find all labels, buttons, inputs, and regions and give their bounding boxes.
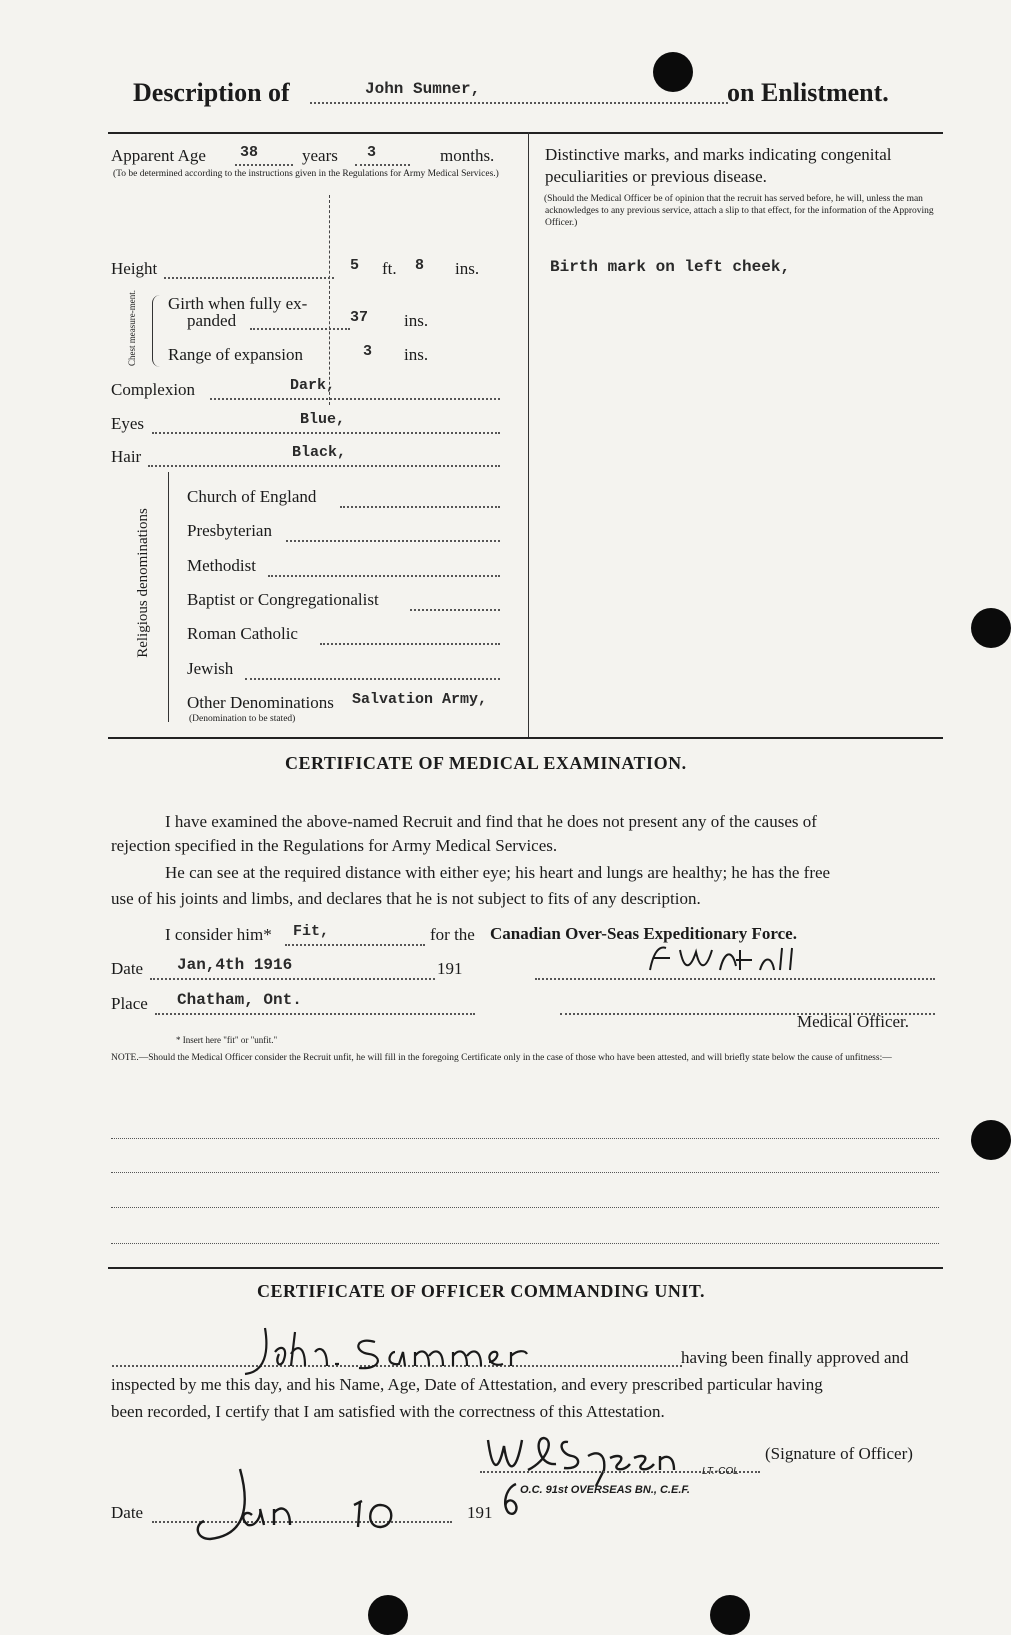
punch-hole-right-upper (971, 608, 1011, 648)
girth-label-2: panded (187, 311, 237, 330)
height-dots (164, 277, 334, 279)
commanding-date-label: Date (111, 1503, 144, 1522)
religion-dots-5 (245, 678, 500, 680)
punch-hole-bottom-left (368, 1595, 408, 1635)
left-inner-divider (329, 195, 330, 405)
punch-hole-right-lower (971, 1120, 1011, 1160)
medical-date-label: Date (111, 959, 144, 978)
punch-hole-bottom-right (710, 1595, 750, 1635)
insert-note: * Insert here "fit" or "unfit." (176, 1035, 278, 1045)
height-in-value: 8 (415, 257, 425, 274)
commanding-title: CERTIFICATE OF OFFICER COMMANDING UNIT. (257, 1281, 706, 1301)
commanding-year-prefix: 191 (467, 1503, 493, 1522)
consider-label: I consider him* (165, 925, 272, 944)
hair-label: Hair (111, 447, 142, 466)
commanding-date-handwritten (190, 1465, 470, 1545)
religion-dots-2 (268, 575, 500, 577)
religion-dots-3 (410, 609, 500, 611)
chest-label: Chest measure-ment. (127, 290, 137, 366)
girth-dots (250, 328, 350, 330)
commanding-line2: inspected by me this day, and his Name, Age, Date of Attestation, and every prescribed particular having (111, 1375, 823, 1394)
header-prefix: Description of (133, 78, 290, 107)
religion-label: Religious denominations (135, 508, 151, 658)
height-label: Height (111, 259, 158, 278)
unfit-line-2 (111, 1172, 939, 1173)
consider-dots (285, 944, 425, 946)
height-ft-value: 5 (350, 257, 360, 274)
section-rule-2 (108, 1267, 943, 1269)
religion-other-label: Other Denominations (187, 693, 334, 712)
complexion-dots (210, 398, 500, 400)
marks-note: (Should the Medical Officer be of opinion that the recruit has served before, he will, unless the man acknowledges to any previous service, attach a slip to that effect, for the information of the Approving Officer.) (544, 194, 934, 228)
medical-place-label: Place (111, 994, 148, 1013)
age-months-value: 3 (367, 144, 377, 161)
religion-bracket (168, 472, 169, 722)
age-years-value: 38 (240, 144, 259, 161)
officer-signature-label: (Signature of Officer) (765, 1444, 913, 1463)
girth-ins-label: ins. (404, 311, 429, 330)
medical-para1-line1: I have examined the above-named Recruit and find that he does not present any of the causes of (165, 812, 817, 831)
religion-baptist: Baptist or Congregationalist (187, 590, 379, 609)
religion-jewish: Jewish (187, 659, 234, 678)
religion-methodist: Methodist (187, 556, 256, 575)
force-name: Canadian Over-Seas Expeditionary Force. (490, 924, 797, 943)
range-label: Range of expansion (168, 345, 304, 364)
chest-brace (152, 295, 163, 367)
medical-title: CERTIFICATE OF MEDICAL EXAMINATION. (285, 753, 687, 773)
medical-para1-line2: rejection specified in the Regulations for Army Medical Services. (111, 836, 558, 855)
complexion-value: Dark, (290, 377, 336, 394)
months-label: months. (440, 146, 495, 165)
ft-label: ft. (382, 259, 397, 278)
stamp-rank: LT.-COL (702, 1466, 739, 1477)
punch-hole-top (653, 52, 693, 92)
marks-label-1: Distinctive marks, and marks indicating congenital (545, 145, 892, 164)
commanding-line3: been recorded, I certify that I am satisfied with the correctness of this Attestation. (111, 1402, 665, 1421)
age-label: Apparent Age (111, 146, 206, 165)
unfit-note: NOTE.—Should the Medical Officer consider the Recruit unfit, he will fill in the foregoing Certificate only in the case of those who have been attested, and will briefly state below the cause of unfitness:— (111, 1053, 892, 1063)
consider-value: Fit, (293, 923, 330, 940)
range-value: 3 (363, 343, 373, 360)
header-name-line (310, 102, 728, 104)
medical-date-dots (150, 978, 435, 980)
religion-church-of-england: Church of England (187, 487, 317, 506)
age-note: (To be determined according to the instructions given in the Regulations for Army Medical Services.) (113, 169, 499, 179)
medical-date-value: Jan,4th 1916 (177, 956, 293, 974)
hair-dots (148, 465, 500, 467)
height-ins-label: ins. (455, 259, 480, 278)
marks-value: Birth mark on left cheek, (550, 258, 791, 276)
column-divider (528, 132, 529, 737)
section-rule-1 (108, 737, 943, 739)
religion-other-note: (Denomination to be stated) (189, 714, 296, 724)
religion-dots-1 (286, 540, 500, 542)
age-years-dots (235, 164, 293, 166)
medical-officer-label: Medical Officer. (797, 1012, 910, 1031)
religion-dots-0 (340, 506, 500, 508)
medical-para2-line1: He can see at the required distance with either eye; his heart and lungs are healthy; he has the free (165, 863, 831, 882)
medical-place-value: Chatham, Ont. (177, 991, 302, 1009)
eyes-label: Eyes (111, 414, 145, 433)
header-name: John Sumner, (365, 80, 481, 98)
commanding-year-digit (498, 1480, 524, 1520)
commanding-line1-suffix: having been finally approved and (681, 1348, 909, 1367)
medical-place-dots (155, 1013, 475, 1015)
age-months-dots (355, 164, 410, 166)
unfit-line-4 (111, 1243, 939, 1244)
range-ins-label: ins. (404, 345, 429, 364)
stamp-unit: O.C. 91st OVERSEAS BN., C.E.F. (520, 1484, 690, 1496)
girth-label-1: Girth when fully ex- (168, 294, 308, 313)
complexion-label: Complexion (111, 380, 196, 399)
religion-other-value: Salvation Army, (352, 691, 488, 708)
hair-value: Black, (292, 444, 347, 461)
religion-dots-4 (320, 643, 500, 645)
recruit-signature (235, 1322, 555, 1382)
religion-presbyterian: Presbyterian (187, 521, 272, 540)
marks-label-2: peculiarities or previous disease. (545, 167, 767, 186)
unfit-line-3 (111, 1207, 939, 1208)
years-label: years (302, 146, 338, 165)
header-rule (108, 132, 943, 134)
header-suffix: on Enlistment. (727, 78, 889, 107)
eyes-value: Blue, (300, 411, 346, 428)
eyes-dots (152, 432, 500, 434)
medical-para2-line2: use of his joints and limbs, and declares that he is not subject to fits of any description. (111, 889, 701, 908)
unfit-line-1 (111, 1138, 939, 1139)
consider-suffix: for the (430, 925, 475, 944)
medical-officer-signature (640, 940, 870, 980)
religion-roman-catholic: Roman Catholic (187, 624, 298, 643)
girth-value: 37 (350, 309, 369, 326)
medical-year-prefix: 191 (437, 959, 463, 978)
